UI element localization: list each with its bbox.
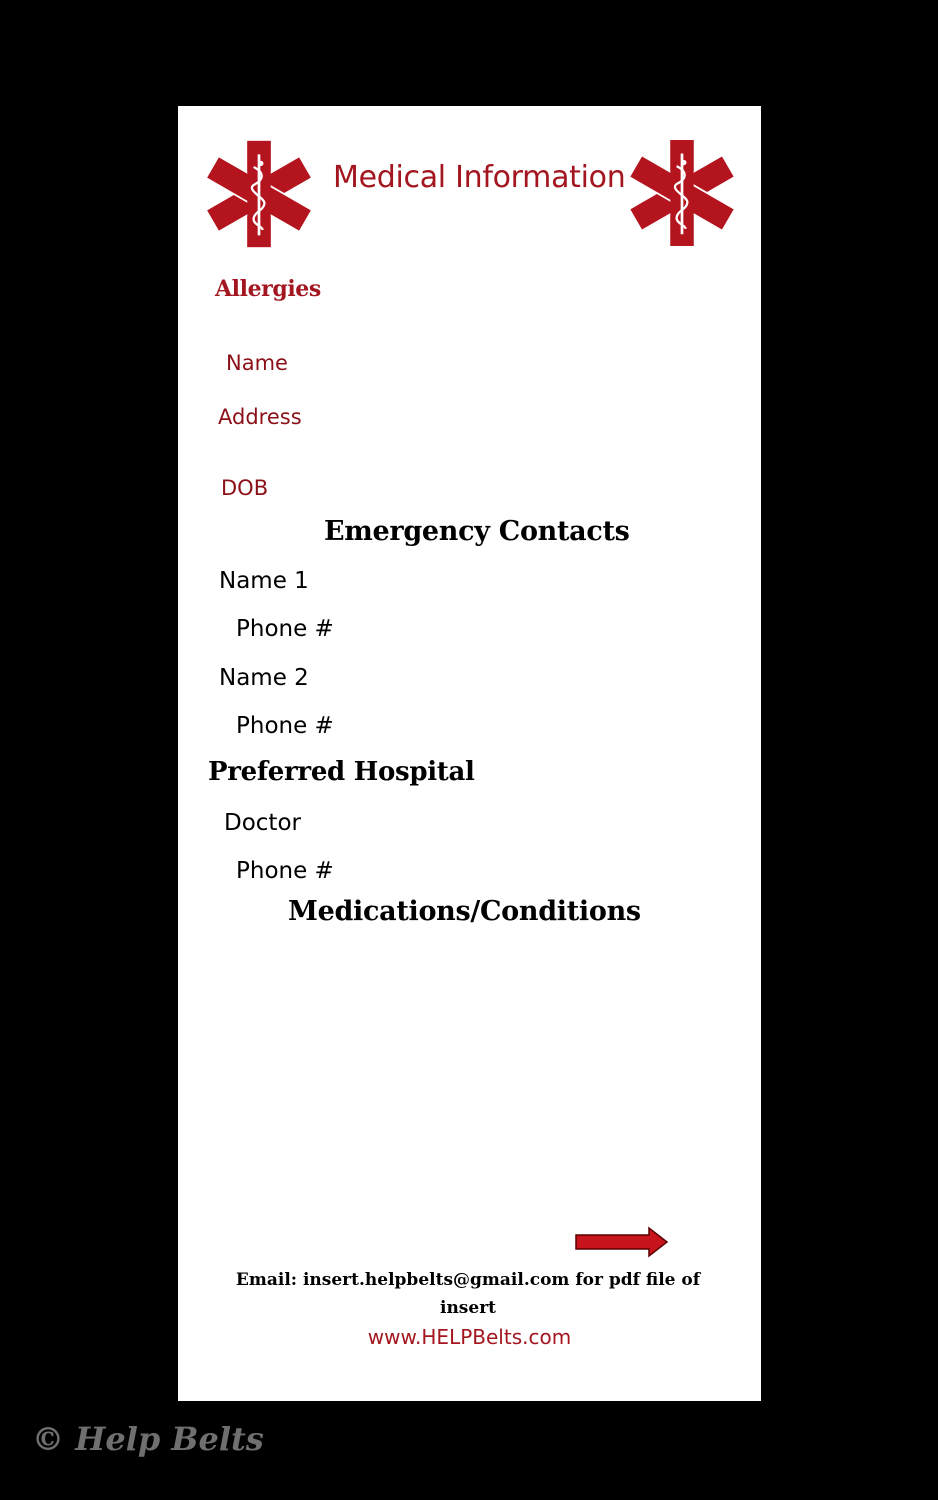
- address-label: Address: [218, 405, 302, 429]
- medications-heading: Medications/Conditions: [288, 896, 641, 927]
- doctor-phone-label: Phone #: [236, 858, 334, 884]
- email-note: Email: insert.helpbelts@gmail.com for pdf file of insert: [235, 1270, 701, 1318]
- right-arrow-icon: [575, 1226, 669, 1263]
- card-title: Medical Information: [333, 160, 626, 195]
- contact1-phone-label: Phone #: [236, 616, 334, 642]
- contact2-name-label: Name 2: [219, 665, 309, 691]
- contact2-phone-label: Phone #: [236, 713, 334, 739]
- doctor-label: Doctor: [224, 810, 301, 836]
- website-link[interactable]: www.HELPBelts.com: [367, 1325, 572, 1349]
- star-of-life-icon: [630, 134, 734, 252]
- star-of-life-icon: [205, 136, 313, 252]
- preferred-hospital-heading: Preferred Hospital: [208, 757, 475, 787]
- emergency-contacts-heading: Emergency Contacts: [324, 516, 630, 547]
- contact1-name-label: Name 1: [219, 568, 309, 594]
- allergies-label: Allergies: [215, 276, 321, 302]
- dob-label: DOB: [221, 476, 269, 500]
- medical-info-card: [178, 106, 761, 1401]
- watermark: © Help Belts: [32, 1420, 264, 1458]
- name-label: Name: [226, 351, 288, 375]
